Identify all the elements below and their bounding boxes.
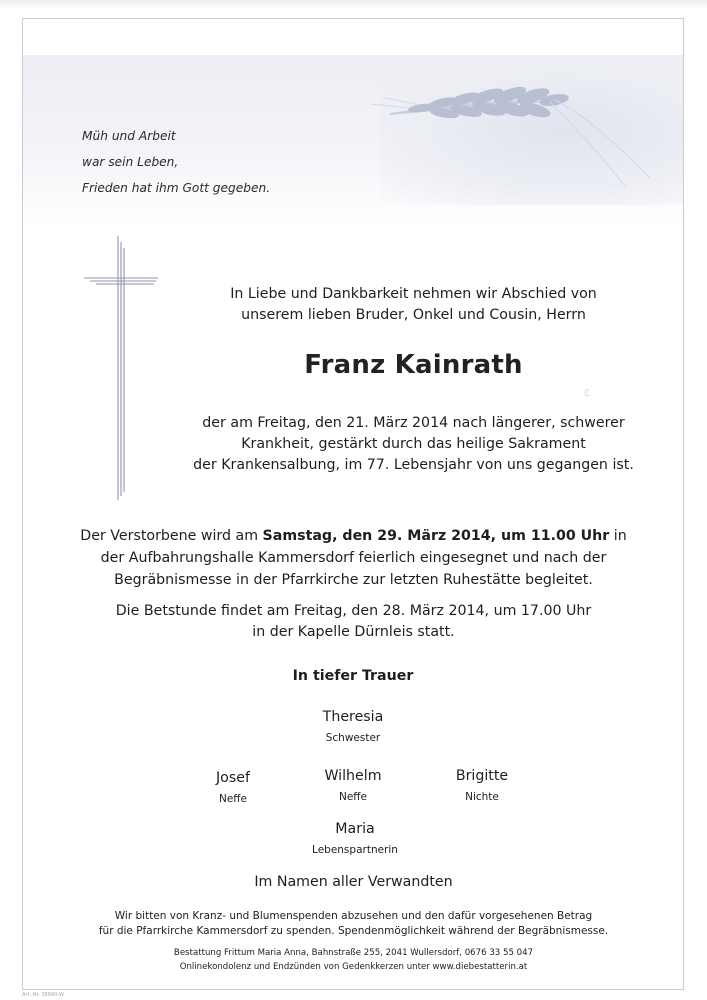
donation-request (0, 909, 707, 939)
mourner-name: Theresia (322, 709, 384, 725)
death-line-3: der Krankensalbung, im 77. Lebensjahr von uns gegangen ist. (193, 457, 634, 473)
death-line-1: der am Freitag, den 21. März 2014 nach längerer, schwerer (202, 415, 625, 431)
undertaker-line-2: Onlinekondolenz und Endzünden von Gedenkkerzen unter www.diebestatterin.at (179, 962, 528, 972)
intro-text (0, 284, 707, 326)
funeral-details (0, 525, 707, 591)
undertaker-line-1: Bestattung Frittum Maria Anna, Bahnstraße 255, 2041 Wullersdorf, 0676 33 55 047 (173, 948, 534, 958)
quote-line-3: Frieden hat ihm Gott gegeben. (82, 181, 271, 195)
quote-line-1: Müh und Arbeit (82, 129, 176, 143)
mourning-heading: In tiefer Trauer (292, 668, 414, 684)
scan-artifact: ℂ (584, 389, 591, 399)
mourner-name: Maria (335, 821, 375, 837)
wake-line-2: in der Kapelle Dürnleis statt. (252, 624, 455, 640)
death-notice (0, 413, 707, 476)
mourner-maria (280, 820, 430, 858)
mourner-brigitte (407, 767, 557, 805)
mourner-relation: Nichte (465, 791, 499, 803)
funeral-line-2: der Aufbahrungshalle Kammersdorf feierlich eingesegnet und nach der (100, 550, 607, 566)
intro-line-2: unserem lieben Bruder, Onkel und Cousin, Herrn (241, 307, 586, 323)
mourner-relation: Schwester (325, 732, 381, 744)
prayer-hour-details (0, 601, 707, 643)
wheat-ear-icon (350, 58, 670, 198)
funeral-line-3: Begräbnismesse in der Pfarrkirche zur letzten Ruhestätte begleitet. (114, 572, 593, 588)
mourner-wilhelm (278, 767, 428, 805)
mourner-relation: Neffe (218, 793, 247, 805)
quote-line-2: war sein Leben, (82, 155, 179, 169)
scan-top-shadow (0, 0, 707, 10)
mourner-theresia (278, 708, 428, 746)
funeral-line-1 (0, 525, 707, 547)
article-number: Art.-Nr. 38990-W (22, 992, 64, 998)
wake-line-1: Die Betstunde findet am Freitag, den 28. März 2014, um 17.00 Uhr (115, 603, 592, 619)
funeral-date-time: Samstag, den 29. März 2014, um 11.00 Uhr (262, 528, 610, 544)
mourner-name: Josef (216, 770, 250, 786)
mourner-relation: Lebenspartnerin (312, 844, 398, 856)
donation-line-1: Wir bitten von Kranz- und Blumenspenden abzusehen und den dafür vorgesehenen Betrag (114, 910, 593, 922)
mourner-relation: Neffe (338, 791, 367, 803)
funeral-line-1-post: in (609, 528, 627, 544)
deceased-name: Franz Kainrath (304, 350, 523, 380)
memorial-quote (82, 123, 270, 201)
undertaker-info (0, 946, 707, 974)
mourner-name: Brigitte (455, 768, 509, 784)
funeral-line-1-pre: Der Verstorbene wird am (80, 528, 263, 544)
death-line-2: Krankheit, gestärkt durch das heilige Sakrament (241, 436, 586, 452)
donation-line-2: für die Pfarrkirche Kammersdorf zu spenden. Spendenmöglichkeit während der Begräbnismesse. (98, 925, 609, 937)
family-note: Im Namen aller Verwandten (254, 874, 453, 890)
mourner-name: Wilhelm (324, 768, 382, 784)
intro-line-1: In Liebe und Dankbarkeit nehmen wir Abschied von (230, 286, 597, 302)
